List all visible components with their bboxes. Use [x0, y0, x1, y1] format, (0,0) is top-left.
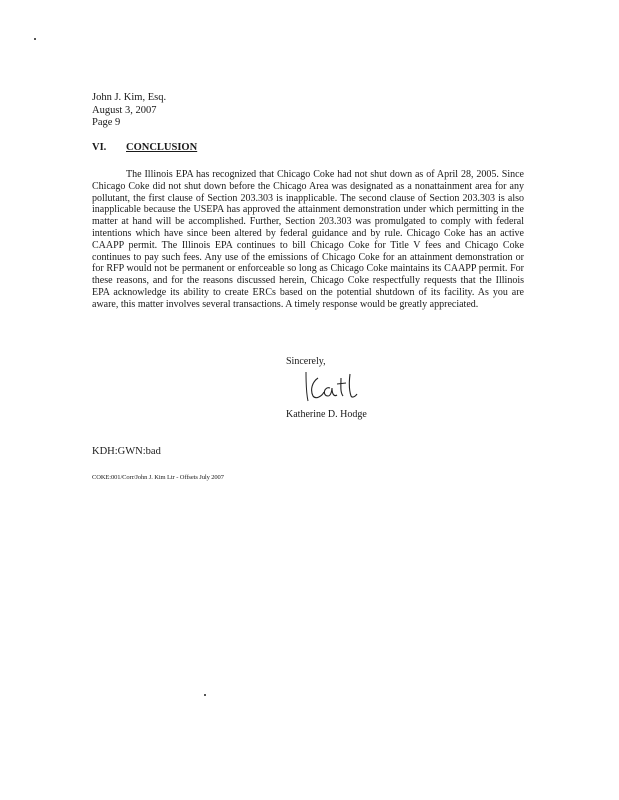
file-reference: COKE:001/Corr/John J. Kim Ltr - Offsets July 2007 [92, 474, 224, 481]
typist-initials: KDH:GWN:bad [92, 446, 161, 457]
handwritten-signature [300, 370, 360, 404]
page-number: Page 9 [92, 117, 121, 128]
scan-speck [34, 38, 36, 40]
letter-header [92, 92, 166, 130]
closing-salutation: Sincerely, [286, 356, 326, 367]
section-heading [92, 142, 197, 153]
conclusion-paragraph: The Illinois EPA has recognized that Chicago Coke had not shut down as of April 28, 2005. Since Chicago Coke did not shut down before the Chicago Area was designated as a nonattainment area for any pollutant, the first clause of Section 203.303 is inapplicable. The second clause of Section 203.303 is also inapplicable because the USEPA has approved the attainment demonstration under which permitting in the matter at hand will be accomplished. Further, Section 203.303 was promulgated to comply with federal intentions which have since been altered by federal guidance and by rule. Chicago Coke has an active CAAPP permit. The Illinois EPA continues to bill Chicago Coke for Title V fees and Chicago Coke continues to pay such fees. Any use of the emissions of Chicago Coke for an attainment demonstration or for RFP would not be permanent or enforceable so long as Chicago Coke maintains its CAAPP permit. For these reasons, and for the reasons discussed herein, Chicago Coke respectfully requests that the Illinois EPA acknowledge its ability to create ERCs based on the potential shutdown of its facility. As you are aware, this matter involves several transactions. A timely response would be greatly appreciated. [92, 169, 524, 310]
letter-date: August 3, 2007 [92, 104, 157, 116]
section-number: VI. [92, 142, 107, 153]
section-title: CONCLUSION [126, 142, 198, 153]
scan-speck [204, 694, 206, 696]
recipient-name: John J. Kim, Esq. [92, 92, 167, 103]
signer-name: Katherine D. Hodge [286, 409, 367, 420]
